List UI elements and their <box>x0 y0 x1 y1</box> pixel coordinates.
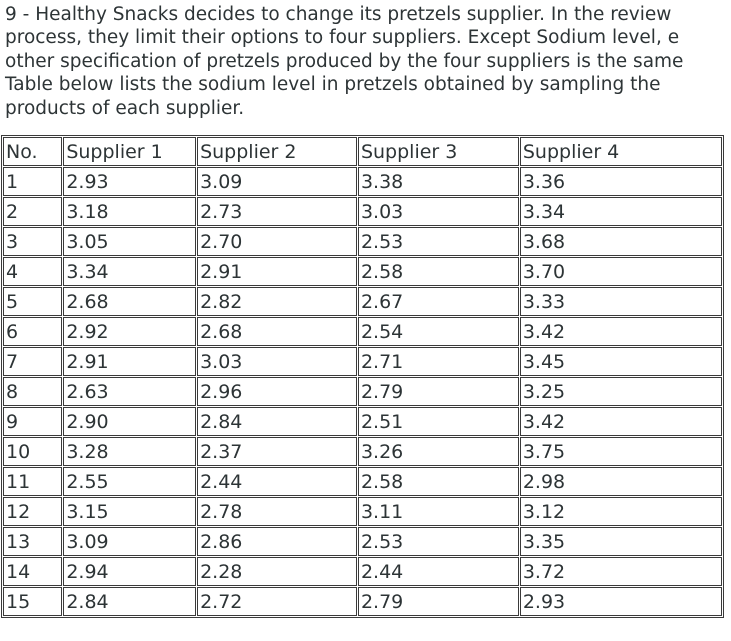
table-cell: 2 <box>3 197 62 226</box>
table-cell: 6 <box>3 317 62 346</box>
table-row <box>3 257 722 286</box>
table-cell: 3.05 <box>63 227 196 256</box>
table-cell: 2.94 <box>63 557 196 586</box>
table-cell: 3.03 <box>197 347 357 376</box>
table-cell: 2.98 <box>520 467 722 496</box>
header-number: No. <box>3 137 62 166</box>
table-cell: 2.79 <box>358 377 519 406</box>
table-cell: 3.34 <box>520 197 722 226</box>
table-row <box>3 227 722 256</box>
question-line: process, they limit their options to four suppliers. Except Sodium level, e <box>5 27 680 49</box>
table-cell: 2.84 <box>63 587 196 616</box>
table-cell: 9 <box>3 407 62 436</box>
table-cell: 2.79 <box>358 587 519 616</box>
table-row <box>3 527 722 556</box>
table-cell: 11 <box>3 467 62 496</box>
question-line: products of each supplier. <box>5 97 245 119</box>
question-line: 9 - Healthy Snacks decides to change its pretzels supplier. In the review <box>5 4 672 25</box>
table-row <box>3 467 722 496</box>
table-cell: 3.25 <box>520 377 722 406</box>
table-cell: 3.11 <box>358 497 519 526</box>
header-supplier-1: Supplier 1 <box>63 137 196 166</box>
question-text <box>5 3 731 120</box>
table-cell: 13 <box>3 527 62 556</box>
table-cell: 3.68 <box>520 227 722 256</box>
header-supplier-2: Supplier 2 <box>197 137 357 166</box>
table-cell: 3.26 <box>358 437 519 466</box>
table-cell: 3.38 <box>358 167 519 196</box>
table-cell: 2.73 <box>197 197 357 226</box>
table-row <box>3 167 722 196</box>
table-cell: 5 <box>3 287 62 316</box>
table-cell: 2.93 <box>520 587 722 616</box>
table-cell: 10 <box>3 437 62 466</box>
table-cell: 2.71 <box>358 347 519 376</box>
table-cell: 3.36 <box>520 167 722 196</box>
table-cell: 2.68 <box>197 317 357 346</box>
sodium-level-table <box>1 135 724 618</box>
table-cell: 2.91 <box>63 347 196 376</box>
table-cell: 2.53 <box>358 227 519 256</box>
header-supplier-3: Supplier 3 <box>358 137 519 166</box>
table-cell: 3.42 <box>520 407 722 436</box>
table-row <box>3 347 722 376</box>
table-row <box>3 497 722 526</box>
table-cell: 8 <box>3 377 62 406</box>
table-cell: 2.90 <box>63 407 196 436</box>
table-cell: 3.09 <box>197 167 357 196</box>
table-row <box>3 407 722 436</box>
table-cell: 2.37 <box>197 437 357 466</box>
table-cell: 2.92 <box>63 317 196 346</box>
table-cell: 1 <box>3 167 62 196</box>
table-cell: 12 <box>3 497 62 526</box>
table-cell: 2.68 <box>63 287 196 316</box>
table-cell: 2.91 <box>197 257 357 286</box>
table-cell: 2.51 <box>358 407 519 436</box>
table-cell: 3.45 <box>520 347 722 376</box>
table-cell: 3.70 <box>520 257 722 286</box>
table-row <box>3 317 722 346</box>
table-cell: 3.12 <box>520 497 722 526</box>
table-cell: 2.67 <box>358 287 519 316</box>
header-supplier-4: Supplier 4 <box>520 137 722 166</box>
table-row <box>3 377 722 406</box>
table-cell: 2.58 <box>358 257 519 286</box>
table-cell: 2.44 <box>197 467 357 496</box>
table-cell: 3.09 <box>63 527 196 556</box>
table-cell: 2.53 <box>358 527 519 556</box>
table-cell: 2.86 <box>197 527 357 556</box>
table-row <box>3 557 722 586</box>
table-cell: 2.44 <box>358 557 519 586</box>
table-cell: 3.72 <box>520 557 722 586</box>
table-cell: 15 <box>3 587 62 616</box>
table-cell: 4 <box>3 257 62 286</box>
table-cell: 3.18 <box>63 197 196 226</box>
table-cell: 2.70 <box>197 227 357 256</box>
table-cell: 2.28 <box>197 557 357 586</box>
table-cell: 3.42 <box>520 317 722 346</box>
table-cell: 2.96 <box>197 377 357 406</box>
table-row <box>3 437 722 466</box>
table-cell: 3 <box>3 227 62 256</box>
table-cell: 3.28 <box>63 437 196 466</box>
table-cell: 2.58 <box>358 467 519 496</box>
table-row <box>3 287 722 316</box>
table-cell: 3.03 <box>358 197 519 226</box>
table-cell: 14 <box>3 557 62 586</box>
table-cell: 2.82 <box>197 287 357 316</box>
table-cell: 3.34 <box>63 257 196 286</box>
table-cell: 2.63 <box>63 377 196 406</box>
table-cell: 3.35 <box>520 527 722 556</box>
table-cell: 2.54 <box>358 317 519 346</box>
table-cell: 2.93 <box>63 167 196 196</box>
table-cell: 3.33 <box>520 287 722 316</box>
question-line: Table below lists the sodium level in pretzels obtained by sampling the <box>5 74 661 96</box>
table-row <box>3 197 722 226</box>
table-cell: 2.78 <box>197 497 357 526</box>
table-header-row <box>3 137 722 166</box>
table-cell: 7 <box>3 347 62 376</box>
question-line: other specification of pretzels produced by the four suppliers is the same <box>5 50 684 72</box>
table-cell: 3.75 <box>520 437 722 466</box>
table-cell: 2.55 <box>63 467 196 496</box>
table-cell: 3.15 <box>63 497 196 526</box>
table-cell: 2.84 <box>197 407 357 436</box>
table-row <box>3 587 722 616</box>
table-cell: 2.72 <box>197 587 357 616</box>
